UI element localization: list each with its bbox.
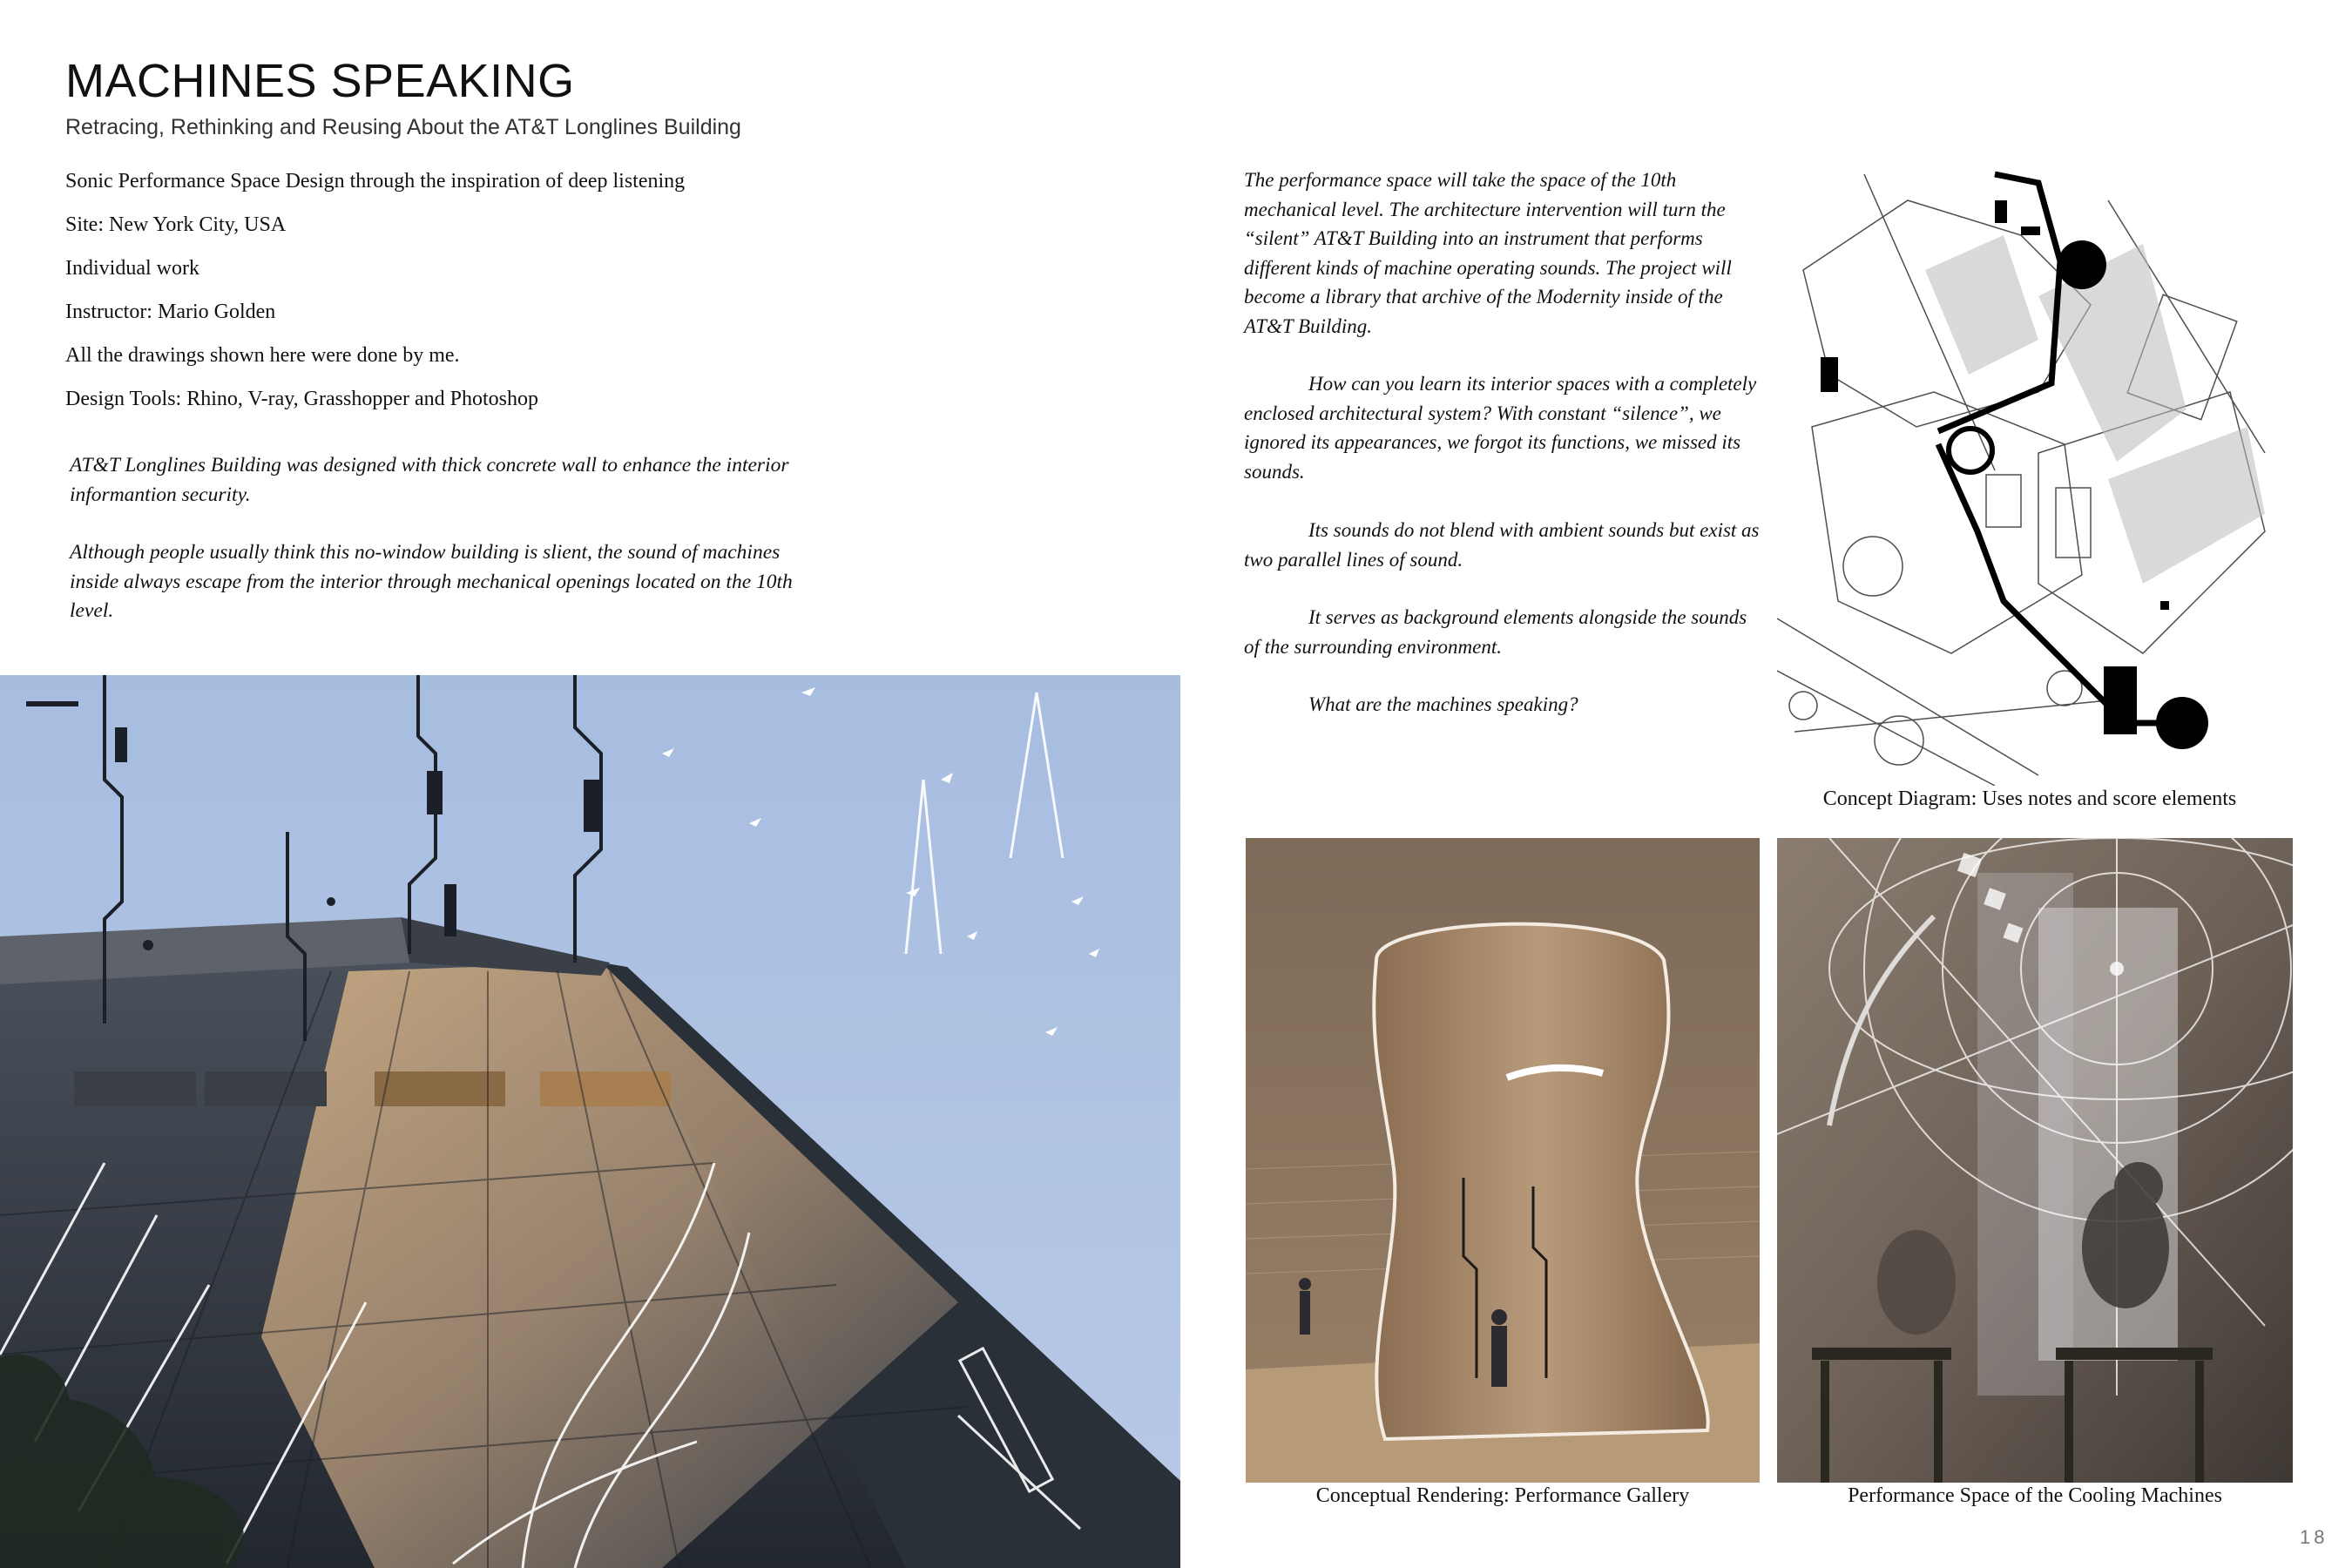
page-title: MACHINES SPEAKING bbox=[65, 55, 575, 107]
gallery-rendering-caption: Conceptual Rendering: Performance Gallery bbox=[1315, 1484, 1690, 1507]
project-info-item: Individual work bbox=[65, 257, 199, 280]
gallery-rendering-image bbox=[1246, 838, 1760, 1483]
concept-paragraph: The performance space will take the space of the 10th mechanical level. The architecture intervention will turn the “silent” AT&T Building into an instrument that performs different kinds of machine operating sounds. The project will become a library that archive of the Modernity inside of the AT&T Building. bbox=[1244, 169, 1732, 337]
project-info-item: Sonic Performance Space Design through the inspiration of deep listening bbox=[65, 170, 686, 193]
concept-paragraph: How can you learn its interior spaces with a completely enclosed architectural system? With constant “silence”, we ignored its appearances, we forgot its functions, we missed its sounds. bbox=[1244, 373, 1757, 483]
concept-diagram-caption: Concept Diagram: Uses notes and score elements bbox=[1822, 787, 2237, 810]
page-number: 18 bbox=[2300, 1526, 2328, 1548]
page-subtitle: Retracing, Rethinking and Reusing About the AT&T Longlines Building bbox=[65, 115, 741, 139]
cooling-rendering-caption: Performance Space of the Cooling Machines bbox=[1848, 1484, 2222, 1507]
concept-paragraph: Its sounds do not blend with ambient sounds but exist as two parallel lines of sound. bbox=[1244, 519, 1760, 571]
intro-paragraph: Although people usually think this no-window building is slient, the sound of machines inside always escape from the interior through mechanical openings located on the 10th level. bbox=[70, 541, 793, 622]
project-info-item: Instructor: Mario Golden bbox=[65, 301, 276, 323]
cooling-machines-rendering-image bbox=[1777, 838, 2293, 1483]
project-info-item: Site: New York City, USA bbox=[65, 213, 287, 236]
project-info-item: Design Tools: Rhino, V-ray, Grasshopper and Photoshop bbox=[65, 388, 538, 410]
project-info-list bbox=[65, 169, 685, 430]
building-hero-image bbox=[0, 675, 1180, 1568]
concept-paragraph: What are the machines speaking? bbox=[1308, 693, 1578, 715]
project-info-item: All the drawings shown here were done by me. bbox=[65, 344, 460, 367]
concept-paragraph: It serves as background elements alongside the sounds of the surrounding environment. bbox=[1244, 606, 1747, 658]
intro-paragraph: AT&T Longlines Building was designed with thick concrete wall to enhance the interior informantion security. bbox=[70, 454, 789, 506]
concept-diagram-image bbox=[1777, 166, 2291, 786]
